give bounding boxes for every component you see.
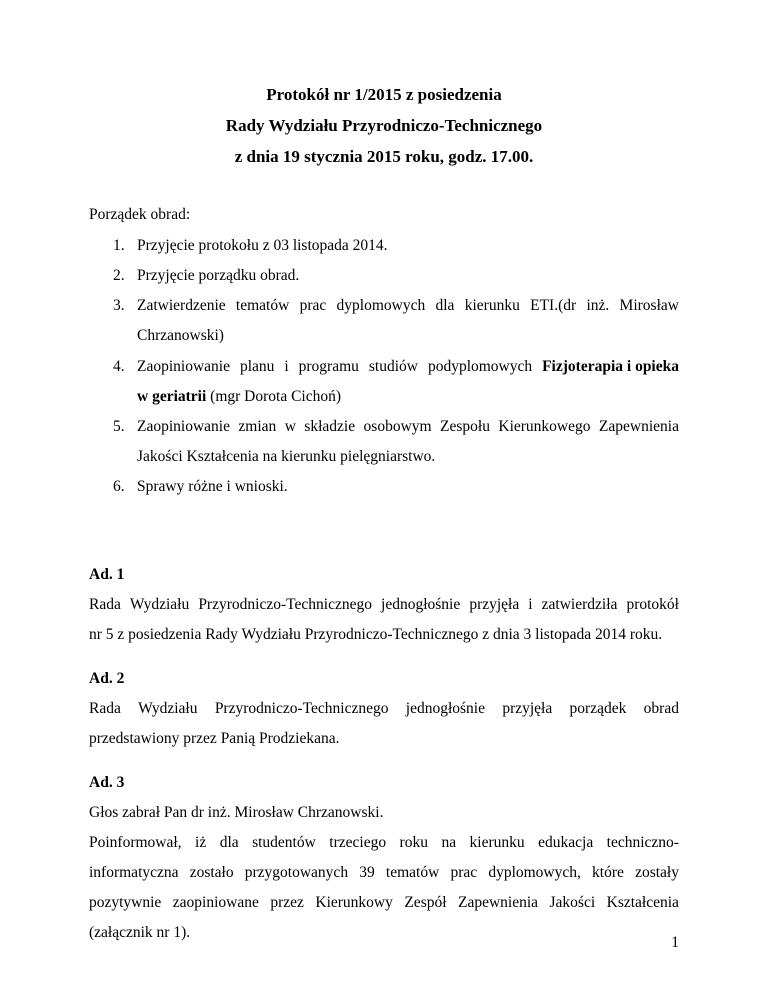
- title-line-2: Rady Wydziału Przyrodniczo-Technicznego: [225, 116, 543, 135]
- word: w: [284, 418, 296, 435]
- word: i: [528, 596, 533, 613]
- word: przyjęła: [469, 596, 520, 613]
- word: kierunku: [464, 297, 520, 314]
- word: Zapewnienia: [458, 894, 539, 911]
- word: Kierunkowego: [498, 418, 591, 435]
- word: podyplomowych: [427, 358, 533, 375]
- ad3-line-5: (załącznik nr 1).: [89, 924, 191, 941]
- word: Zaopiniowanie: [137, 358, 230, 375]
- title-line-3: z dnia 19 stycznia 2015 roku, godz. 17.00.: [234, 147, 534, 166]
- agenda-item-number: 3.: [113, 297, 125, 314]
- word: informatyczna: [89, 864, 179, 881]
- word: przyjęła: [502, 700, 553, 717]
- agenda-item-6: [113, 478, 288, 496]
- word: zaopiniowane: [172, 894, 259, 911]
- word: techniczno-: [606, 834, 679, 851]
- agenda-item-4-line-1: [137, 358, 679, 376]
- word: tematów: [385, 864, 440, 881]
- agenda-heading: Porządek obrad:: [89, 206, 191, 223]
- word: które: [592, 864, 624, 881]
- agenda-item-number: 5.: [113, 418, 125, 435]
- word: Kształcenia: [606, 894, 679, 911]
- word: zostały: [635, 864, 679, 881]
- section-heading-ad2: Ad. 2: [89, 670, 125, 687]
- word: Zespołu: [440, 418, 490, 435]
- word: protokół: [626, 596, 679, 613]
- word: i: [284, 358, 289, 375]
- word: planu: [239, 358, 275, 375]
- word: Przyrodniczo-Technicznego: [198, 596, 372, 613]
- agenda-item-text: Przyjęcie porządku obrad.: [137, 267, 300, 284]
- word-bold: Fizjoterapia i opieka: [542, 358, 679, 375]
- agenda-item-text: Przyjęcie protokołu z 03 listopada 2014.: [137, 237, 388, 254]
- word: trzeciego: [329, 834, 387, 851]
- word: zmian: [238, 418, 277, 435]
- agenda-item-text: Sprawy różne i wnioski.: [137, 478, 288, 495]
- agenda-item-number: 4.: [113, 358, 125, 375]
- word: iż: [195, 834, 207, 851]
- word: Rada: [89, 700, 121, 717]
- word: Zatwierdzenie: [137, 297, 226, 314]
- agenda-item-5-line-2: Jakości Kształcenia na kierunku pielęgniarstwo.: [137, 448, 436, 465]
- word: dyplomowych: [336, 297, 426, 314]
- word: Zaopiniowanie: [137, 418, 230, 435]
- agenda-item-5-line-1: [137, 418, 679, 436]
- ad1-line-1: [89, 596, 679, 614]
- word: jednogłośnie: [405, 700, 485, 717]
- word: programu: [298, 358, 359, 375]
- agenda-item-1: [113, 237, 388, 255]
- agenda-item-4-line-2: [137, 388, 341, 406]
- section-heading-ad3: Ad. 3: [89, 774, 125, 791]
- ad3-line-4: [89, 894, 679, 912]
- word: dla: [435, 297, 455, 314]
- word: przygotowanych: [244, 864, 349, 881]
- agenda-item-number: 1.: [113, 237, 125, 254]
- agenda-item-4-rest: (mgr Dorota Cichoń): [206, 388, 342, 405]
- title-line-1: Protokół nr 1/2015 z posiedzenia: [266, 85, 502, 104]
- word: Wydziału: [129, 596, 190, 613]
- word: Zapewnienia: [598, 418, 679, 435]
- word: Przyrodniczo-Technicznego: [214, 700, 389, 717]
- word: zostało: [189, 864, 234, 881]
- word: Kierunkowy: [315, 894, 393, 911]
- ad1-line-2: nr 5 z posiedzenia Rady Wydziału Przyrodniczo-Technicznego z dnia 3 listopada 2014 roku.: [89, 626, 663, 643]
- agenda-item-2: [113, 267, 299, 285]
- word: 39: [359, 864, 375, 881]
- word: osobowym: [363, 418, 432, 435]
- word: jednogłośnie: [381, 596, 461, 613]
- agenda-item-4-bold: w geriatrii: [137, 388, 207, 405]
- word: obrad: [643, 700, 679, 717]
- word: tematów: [235, 297, 290, 314]
- word: dyplomowych,: [488, 864, 581, 881]
- word: Jakości: [549, 894, 596, 911]
- word: Mirosław: [619, 297, 679, 314]
- word: studentów: [252, 834, 316, 851]
- word: dla: [219, 834, 239, 851]
- word: inż.: [586, 297, 610, 314]
- ad3-line-1: Głos zabrał Pan dr inż. Mirosław Chrzanowski.: [89, 804, 384, 821]
- page-number: 1: [671, 934, 679, 951]
- word: Rada: [89, 596, 121, 613]
- word: prac: [450, 864, 478, 881]
- word: składzie: [304, 418, 356, 435]
- word: porządek: [569, 700, 627, 717]
- word: Poinformował,: [89, 834, 182, 851]
- ad2-line-1: [89, 700, 679, 718]
- ad3-line-2: [89, 834, 679, 852]
- word: na: [441, 834, 457, 851]
- agenda-item-3-line-2: Chrzanowski): [137, 327, 224, 344]
- word: pozytywnie: [89, 894, 162, 911]
- ad3-line-3: [89, 864, 679, 882]
- section-heading-ad1: Ad. 1: [89, 566, 125, 583]
- word: prac: [299, 297, 327, 314]
- agenda-item-3-line-1: [137, 297, 679, 315]
- word: kierunku: [469, 834, 525, 851]
- word: przez: [270, 894, 304, 911]
- word: Wydziału: [138, 700, 198, 717]
- word: roku: [399, 834, 428, 851]
- word: ETI.(dr: [530, 297, 577, 314]
- word: zatwierdziła: [541, 596, 618, 613]
- agenda-item-number: 2.: [113, 267, 125, 284]
- agenda-item-number: 6.: [113, 478, 125, 495]
- word: edukacja: [538, 834, 594, 851]
- word: Zespół: [404, 894, 447, 911]
- ad2-line-2: przedstawiony przez Panią Prodziekana.: [89, 730, 340, 747]
- word: studiów: [368, 358, 418, 375]
